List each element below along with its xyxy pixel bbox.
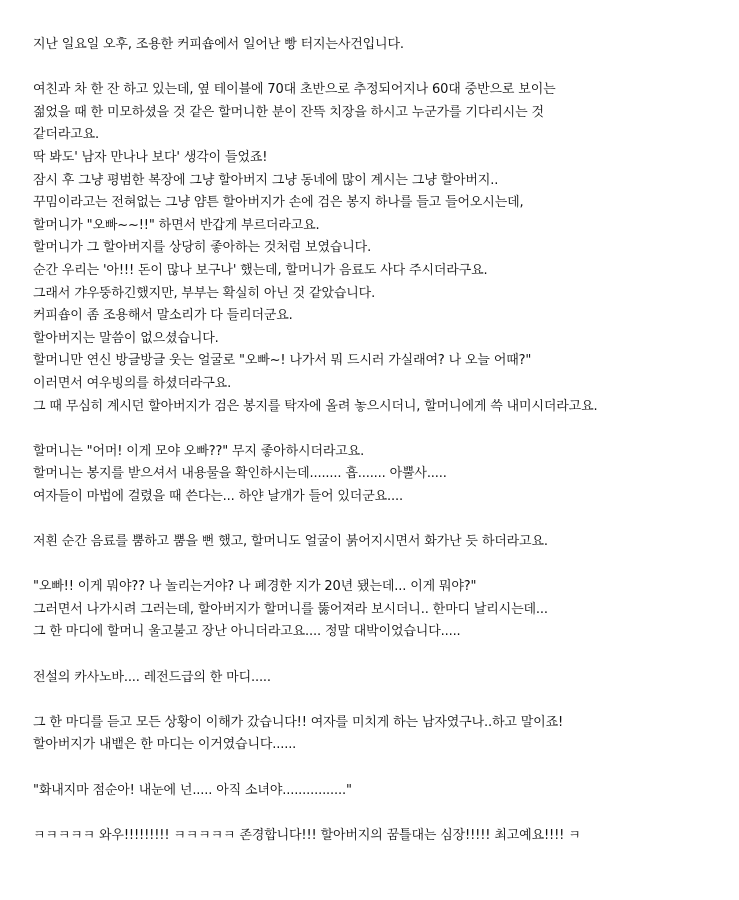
- blank-line: [33, 57, 733, 80]
- post-line: 할머니만 연신 방글방글 웃는 얼굴로 "오빠~! 나가서 뭐 드시러 가실래여? 나 오늘 어때?": [33, 353, 532, 369]
- post-line: 그래서 갸우뚱하긴했지만, 부부는 확실히 아닌 것 같았습니다.: [33, 285, 376, 301]
- post-body: [33, 34, 733, 847]
- post-line: 여친과 차 한 잔 하고 있는데, 옆 테이블에 70대 초반으로 추정되어지나 60대 중반으로 보이는: [33, 82, 556, 98]
- post-line: 할머니는 "어머! 이게 모야 오빠??" 무지 좋아하시더라고요.: [33, 443, 365, 459]
- blank-line: [33, 644, 733, 667]
- blank-line: [33, 418, 733, 441]
- post-line: 꾸밈이라고는 전혀없는 그냥 얌튼 할아버지가 손에 검은 봉지 하나를 들고 들어오시는데,: [33, 195, 524, 211]
- blank-line: [33, 689, 733, 712]
- post-line: 잠시 후 그냥 평범한 복장에 그냥 할아버지 그냥 동네에 많이 계시는 그냥 할아버지..: [33, 172, 499, 188]
- post-line: 이러면서 여우빙의를 하셨더라구요.: [33, 375, 232, 391]
- post-line: 할머니가 그 할아버지를 상당히 좋아하는 것처럼 보였습니다.: [33, 240, 372, 256]
- post-line: "오빠!! 이게 뭐야?? 나 놀리는거야? 나 폐경한 지가 20년 됐는데... 이게 뭐야?": [33, 579, 477, 595]
- blank-line: [33, 802, 733, 825]
- blank-line: [33, 757, 733, 780]
- post-line: 저흰 순간 음료를 뿜하고 뿜을 뻔 했고, 할머니도 얼굴이 붉어지시면서 화가난 듯 하더라고요.: [33, 534, 548, 550]
- post-line: "화내지마 점순아! 내눈에 넌..... 아직 소녀야................": [33, 782, 352, 798]
- post-line: 젊었을 때 한 미모하셨을 것 같은 할머니한 분이 잔뜩 치장을 하시고 누군가를 기다리시는 것: [33, 104, 544, 120]
- post-line: 딱 봐도' 남자 만나나 보다' 생각이 들었죠!: [33, 149, 268, 165]
- post-line: 할아버지는 말씀이 없으셨습니다.: [33, 330, 219, 346]
- post-line: 지난 일요일 오후, 조용한 커피숍에서 일어난 빵 터지는사건입니다.: [33, 37, 404, 52]
- post-line: 할머니가 "오빠~~!!" 하면서 반갑게 부르더라고요.: [33, 217, 320, 233]
- blank-line: [33, 554, 733, 577]
- post-line: 할아버지가 내뱉은 한 마디는 이거였습니다......: [33, 737, 297, 753]
- blank-line: [33, 508, 733, 531]
- post-line: 그 한 마디에 할머니 울고불고 장난 아니더라고요.... 정말 대박이었습니다.....: [33, 624, 461, 640]
- post-line: 같더라고요.: [33, 127, 100, 143]
- post-line: 그 때 무심히 계시던 할아버지가 검은 봉지를 탁자에 올려 놓으시더니, 할머니에게 쓱 내미시더라고요.: [33, 398, 598, 414]
- post-line: 전설의 카사노바.... 레전드급의 한 마디.....: [33, 669, 271, 685]
- post-line: 할머니는 봉지를 받으셔서 내용물을 확인하시는데........ 흡....... 아뿔사.....: [33, 466, 447, 482]
- post-line: ㅋㅋㅋㅋㅋ 와우!!!!!!!!! ㅋㅋㅋㅋㅋ 존경합니다!!! 할아버지의 꿈틀대는 심장!!!!! 최고예요!!!! ㅋ: [33, 827, 581, 843]
- post-line: 여자들이 마법에 걸렸을 때 쓴다는... 하얀 날개가 들어 있더군요....: [33, 488, 403, 504]
- post-line: 순간 우리는 '아!!! 돈이 많나 보구나' 했는데, 할머니가 음료도 사다 주시더라구요.: [33, 262, 488, 278]
- post-line: 그러면서 나가시려 그러는데, 할아버지가 할머니를 뚫어져라 보시더니.. 한마디 날리시는데...: [33, 601, 548, 617]
- post-line: 커피숍이 좀 조용해서 말소리가 다 들리더군요.: [33, 308, 293, 324]
- post-line: 그 한 마디를 듣고 모든 상황이 이해가 갔습니다!! 여자를 미치게 하는 남자였구나..하고 말이죠!: [33, 714, 564, 730]
